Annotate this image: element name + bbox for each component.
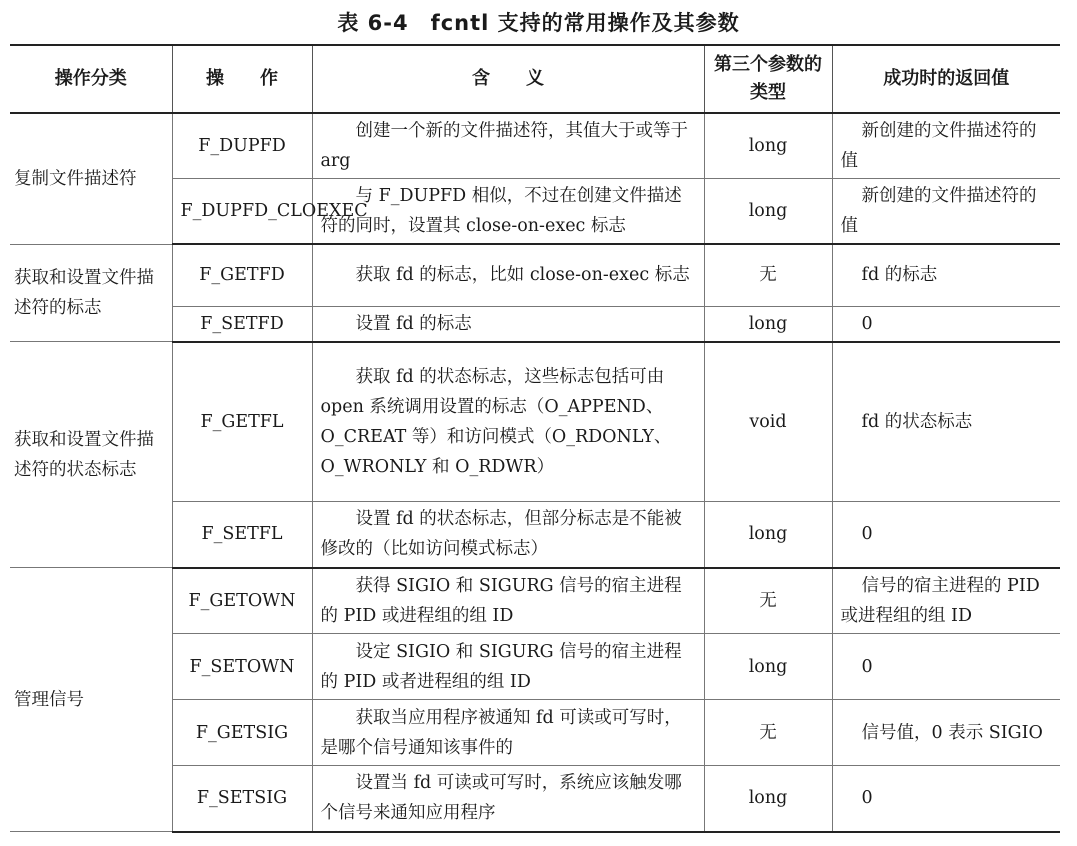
operation-cell: F_SETFL: [172, 502, 312, 568]
return-value-cell: fd 的状态标志: [832, 342, 1060, 502]
return-value-cell: 信号值，0 表示 SIGIO: [832, 700, 1060, 766]
category-cell: 复制文件描述符: [10, 113, 172, 244]
arg-type-cell: 无: [704, 568, 832, 634]
arg-type-cell: void: [704, 342, 832, 502]
return-value-cell: 0: [832, 306, 1060, 342]
header-return: 成功时的返回值: [832, 45, 1060, 113]
arg-type-cell: 无: [704, 700, 832, 766]
return-value-cell: 信号的宿主进程的 PID 或进程组的组 ID: [832, 568, 1060, 634]
header-arg-type: 第三个参数的类型: [704, 45, 832, 113]
operation-cell: F_SETFD: [172, 306, 312, 342]
table-body: [10, 113, 1060, 832]
return-value-cell: fd 的标志: [832, 244, 1060, 306]
meaning-cell: 获取 fd 的状态标志，这些标志包括可由 open 系统调用设置的标志（O_APPEND、O_CREAT 等）和访问模式（O_RDONLY、O_WRONLY 和 O_RDWR）: [312, 342, 704, 502]
arg-type-cell: long: [704, 766, 832, 832]
meaning-cell: 获得 SIGIO 和 SIGURG 信号的宿主进程的 PID 或进程组的组 ID: [312, 568, 704, 634]
arg-type-cell: long: [704, 634, 832, 700]
operation-cell: F_GETFD: [172, 244, 312, 306]
fcntl-operations-table: [10, 44, 1060, 833]
return-value-cell: 新创建的文件描述符的值: [832, 179, 1060, 245]
arg-type-cell: long: [704, 306, 832, 342]
return-value-cell: 0: [832, 766, 1060, 832]
meaning-cell: 获取当应用程序被通知 fd 可读或可写时，是哪个信号通知该事件的: [312, 700, 704, 766]
return-value-cell: 0: [832, 634, 1060, 700]
meaning-cell: 创建一个新的文件描述符，其值大于或等于 arg: [312, 113, 704, 179]
header-category: 操作分类: [10, 45, 172, 113]
return-value-cell: 新创建的文件描述符的值: [832, 113, 1060, 179]
operation-cell: F_DUPFD_CLOEXEC: [172, 179, 312, 245]
category-cell: 获取和设置文件描述符的状态标志: [10, 342, 172, 568]
meaning-cell: 与 F_DUPFD 相似，不过在创建文件描述符的同时，设置其 close-on-exec 标志: [312, 179, 704, 245]
table-row: [10, 342, 1060, 502]
header-meaning: 含 义: [312, 45, 704, 113]
return-value-cell: 0: [832, 502, 1060, 568]
operation-cell: F_DUPFD: [172, 113, 312, 179]
meaning-cell: 设定 SIGIO 和 SIGURG 信号的宿主进程的 PID 或者进程组的组 ID: [312, 634, 704, 700]
arg-type-cell: long: [704, 179, 832, 245]
table-row: [10, 244, 1060, 306]
meaning-cell: 设置 fd 的状态标志，但部分标志是不能被修改的（比如访问模式标志）: [312, 502, 704, 568]
table-row: [10, 568, 1060, 634]
arg-type-cell: 无: [704, 244, 832, 306]
table-caption: 表 6-4 fcntl 支持的常用操作及其参数: [337, 11, 740, 35]
operation-cell: F_GETSIG: [172, 700, 312, 766]
header-row: [10, 45, 1060, 113]
meaning-cell: 获取 fd 的标志，比如 close-on-exec 标志: [312, 244, 704, 306]
meaning-cell: 设置 fd 的标志: [312, 306, 704, 342]
table-row: [10, 113, 1060, 179]
category-cell: 管理信号: [10, 568, 172, 832]
operation-cell: F_GETOWN: [172, 568, 312, 634]
arg-type-cell: long: [704, 502, 832, 568]
category-cell: 获取和设置文件描述符的标志: [10, 244, 172, 342]
header-operation: 操 作: [172, 45, 312, 113]
arg-type-cell: long: [704, 113, 832, 179]
meaning-cell: 设置当 fd 可读或可写时，系统应该触发哪个信号来通知应用程序: [312, 766, 704, 832]
operation-cell: F_SETOWN: [172, 634, 312, 700]
operation-cell: F_GETFL: [172, 342, 312, 502]
operation-cell: F_SETSIG: [172, 766, 312, 832]
